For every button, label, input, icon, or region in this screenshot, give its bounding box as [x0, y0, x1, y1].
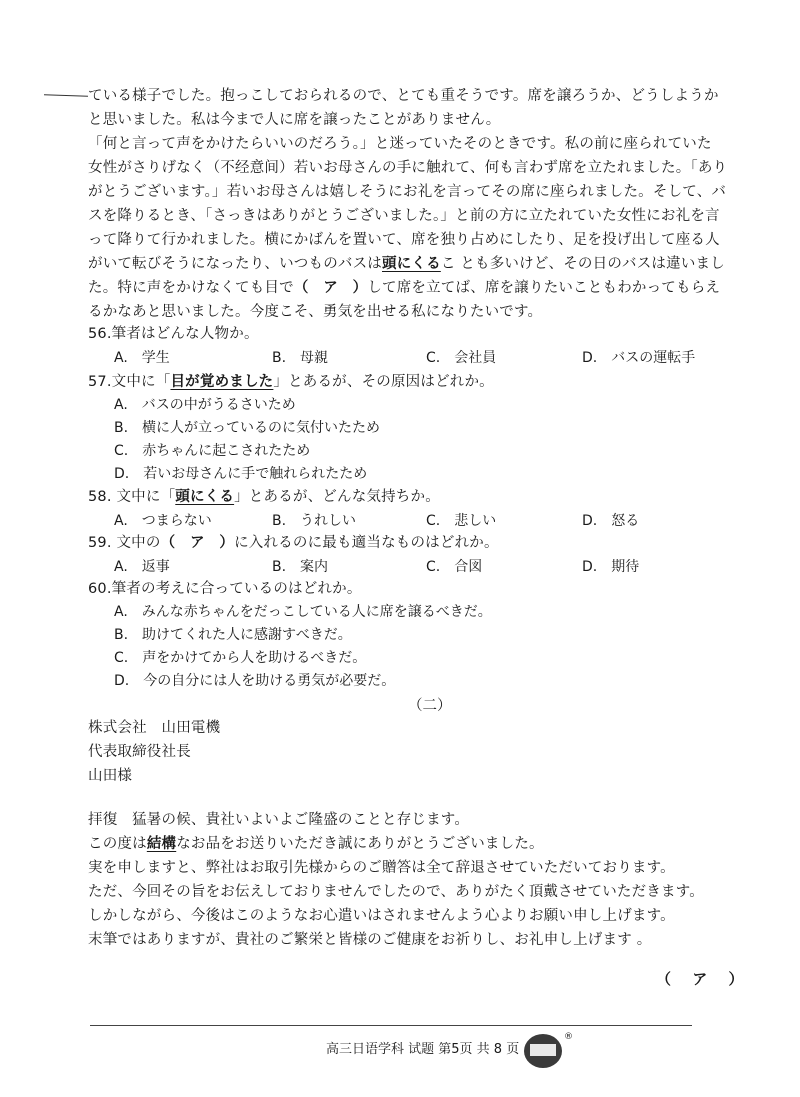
passage-line-7: って降りて行かれました。横にかばんを置いて、席を独り占めにしたり、足を投げ出して座る人 — [88, 232, 720, 248]
passage-line-8 — [88, 254, 725, 274]
question-56-stem: 56.筆者はどんな人物か。 — [88, 326, 259, 342]
q59-option-c: C. 合図 — [426, 559, 483, 575]
q58-stem-post: 」とあるが、どんな気持ちか。 — [234, 489, 440, 505]
registered-mark: ® — [564, 1032, 573, 1042]
q58-option-a: A. つまらない — [114, 513, 212, 529]
passage-line-1: ている様子でした。抱っこしておられるので、とても重そうです。席を譲ろうか、どうしようか — [88, 88, 719, 104]
q57-option-a: A. バスの中がうるさいため — [114, 397, 296, 413]
letter-line-5: しかしながら、今後はこのようなお心遣いはされませんよう心よりお願い申し上げます。 — [88, 908, 675, 924]
footer-divider — [90, 1025, 692, 1026]
q58-option-b: B. うれしい — [272, 513, 357, 529]
q60-option-c: C. 声をかけてから人を助けるべきだ。 — [114, 650, 367, 666]
underlined-phrase: 頭にくる — [382, 256, 441, 272]
letter-line-3: 実を申しますと、弊社はお取引先様からのご贈答は全て辞退させていただいております。 — [88, 860, 675, 876]
letter-underlined-word: 結構 — [146, 836, 177, 852]
q58-option-c: C. 悲しい — [426, 513, 497, 529]
letter-line-2-start: この度は — [88, 836, 147, 852]
pen-scratch-mark — [44, 94, 88, 97]
q59-stem-post: に入れるのに最も適当なものはどれか。 — [234, 535, 499, 551]
passage-line-3: 「何と言って声をかけたらいいのだろう。」と迷っていたそのときです。私の前に座られていた — [88, 136, 712, 152]
q58-option-d: D. 怒る — [582, 513, 640, 529]
passage-line-9-end: して席を立てば、席を譲りたいこともわかってもらえ — [367, 280, 721, 296]
section-label: （二） — [408, 698, 452, 714]
q57-stem-post: 」とあるが、その原因はどれか。 — [273, 374, 494, 390]
q59-stem-pre: 59. 文中の — [88, 535, 161, 551]
passage-line-5: がとうございます。」若いお母さんは嬉しそうにお礼を言ってその席に座られました。そして、バ — [88, 184, 727, 200]
passage-line-8-start: がいて転びそうになったり、いつものバスは — [88, 256, 382, 272]
publisher-seal-icon — [524, 1034, 562, 1068]
letter-line-2-end: なお品をお送りいただき誠にありがとうございました。 — [176, 836, 544, 852]
q59-blank: （ ア ） — [160, 535, 235, 551]
passage-line-9-start: た。特に声をかけなくても目で — [88, 280, 294, 296]
q56-option-b: B. 母親 — [272, 350, 329, 366]
passage-line-8-end: こ とも多いけど、その日のバスは違いまし — [440, 256, 725, 272]
letter-line-2 — [88, 834, 544, 854]
letter-line-1: 拝復 猛暑の候、貴社いよいよご隆盛のことと存じます。 — [88, 812, 470, 828]
letter-title: 代表取締役社長 — [88, 744, 191, 760]
blank-a: （ ア ） — [293, 280, 368, 296]
letter-company: 株式会社 山田電機 — [88, 720, 221, 736]
q59-option-b: B. 案内 — [272, 559, 329, 575]
question-60-stem: 60.筆者の考えに合っているのはどれか。 — [88, 581, 362, 597]
q56-option-d: D. バスの運転手 — [582, 350, 696, 366]
q57-option-d: D. 若いお母さんに手で触れられたため — [114, 466, 368, 482]
q57-stem-pre: 57.文中に「 — [88, 374, 171, 390]
q59-option-a: A. 返事 — [114, 559, 170, 575]
q56-option-a: A. 学生 — [114, 350, 170, 366]
q57-option-c: C. 赤ちゃんに起こされたため — [114, 443, 311, 459]
passage-line-6: スを降りるとき、「さっきはありがとうございました。」と前の方に立たれていた女性にお礼を言 — [88, 208, 720, 224]
q57-underlined: 目が覚めました — [170, 374, 274, 390]
q59-option-d: D. 期待 — [582, 559, 640, 575]
letter-line-6: 末筆ではありますが、貴社のご繁栄と皆様のご健康をお祈りし、お礼申し上げます 。 — [88, 932, 652, 948]
passage-line-4: 女性がさりげなく（不经意间）若いお母さんの手に触れて、何も言わず席を立たれました。「あり — [88, 160, 728, 176]
q57-option-b: B. 横に人が立っているのに気付いたため — [114, 420, 381, 436]
passage-line-9 — [88, 278, 720, 298]
q58-underlined: 頭にくる — [175, 489, 235, 505]
letter-addressee: 山田様 — [88, 768, 133, 784]
letter-line-4: ただ、今回その旨をお伝えしておりませんでしたので、ありがたく頂戴させていただきます。 — [88, 884, 704, 900]
q60-option-b: B. 助けてくれた人に感謝すべきだ。 — [114, 627, 352, 643]
closing-blank-a: （ ア ） — [656, 970, 752, 988]
q60-option-a: A. みんな赤ちゃんをだっこしている人に席を譲るべきだ。 — [114, 604, 492, 620]
passage-line-10: るかなあと思いました。今度こそ、勇気を出せる私になりたいです。 — [88, 304, 543, 320]
q60-option-d: D. 今の自分には人を助ける勇気が必要だ。 — [114, 673, 396, 689]
page-footer: 高三日语学科 试题 第5页 共 8 页 — [326, 1042, 520, 1057]
question-58-stem — [88, 487, 440, 507]
q58-stem-pre: 58. 文中に「 — [88, 489, 176, 505]
question-57-stem — [88, 372, 494, 392]
passage-line-2: と思いました。私は今まで人に席を譲ったことがありません。 — [88, 112, 501, 128]
question-59-stem — [88, 533, 499, 553]
q56-option-c: C. 会社員 — [426, 350, 497, 366]
